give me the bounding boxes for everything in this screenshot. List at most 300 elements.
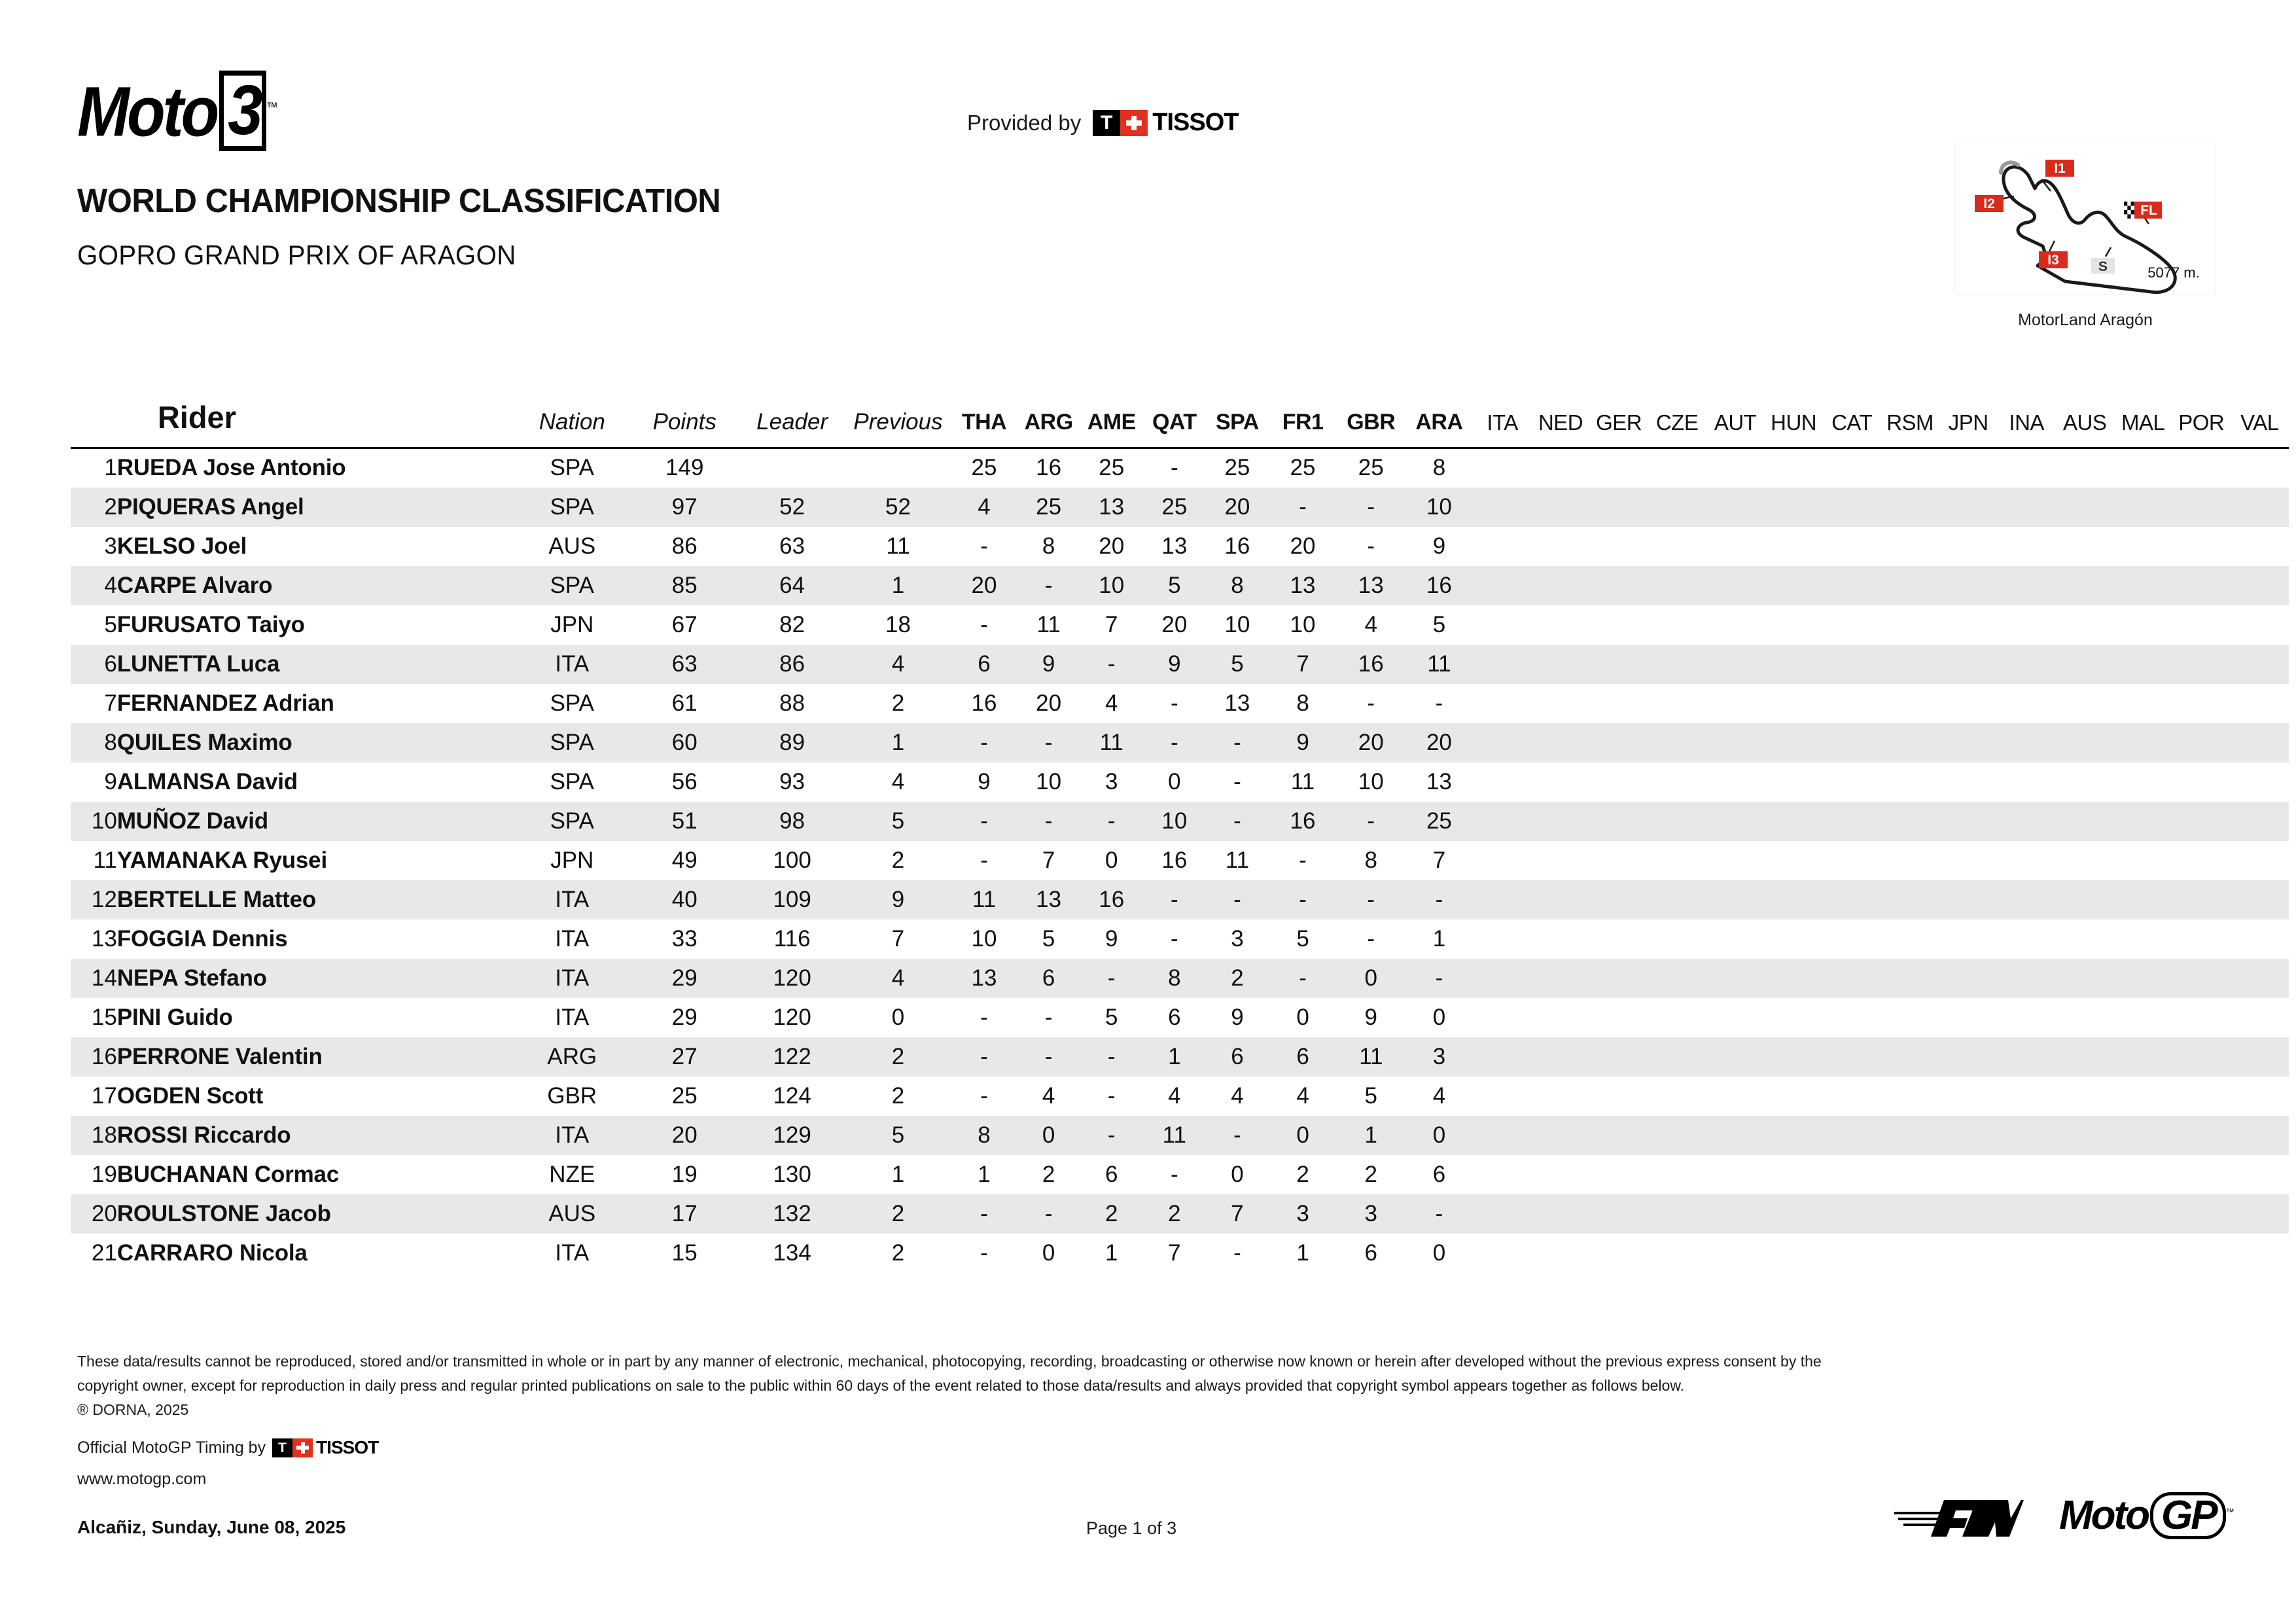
row-score-spa: 10 [1206,605,1269,645]
row-points: 29 [630,998,739,1037]
table-row[interactable] [71,880,2289,919]
row-score-cze [1648,998,1706,1037]
row-points: 51 [630,802,739,841]
table-row[interactable] [71,1037,2289,1077]
table-row[interactable] [71,959,2289,998]
row-score-mal [2114,684,2172,723]
row-score-gbr: - [1337,488,1405,527]
row-score-mal [2114,1116,2172,1155]
row-nation: SPA [514,684,630,723]
row-score-aus [2056,605,2114,645]
row-score-fr1: 16 [1269,802,1337,841]
row-score-aus [2056,448,2114,488]
row-rider-name [117,684,514,723]
row-score-fr1: 4 [1269,1077,1337,1116]
row-score-jpn [1939,488,1998,527]
row-score-tha: 20 [951,566,1017,605]
header-nation: Nation [514,399,630,448]
motogp-logo-gp: GP [2150,1492,2226,1539]
row-leader-gap: 82 [739,605,845,645]
table-row[interactable] [71,527,2289,566]
row-score-ina [1998,1155,2056,1194]
row-leader-gap: 134 [739,1234,845,1273]
row-score-mal [2114,605,2172,645]
row-score-qat: 10 [1143,802,1206,841]
rider-lastname: NEPA [116,965,178,991]
rider-lastname: MUÑOZ [116,808,201,834]
row-score-fr1: 3 [1269,1194,1337,1234]
row-score-ita [1474,566,1532,605]
row-nation: ITA [514,1116,630,1155]
row-score-aus [2056,919,2114,959]
header-event-val: VAL [2231,399,2289,448]
row-nation: AUS [514,1194,630,1234]
row-score-gbr: 8 [1337,841,1405,880]
row-score-ina [1998,645,2056,684]
table-row[interactable] [71,802,2289,841]
provided-by-label: Provided by [967,110,1082,135]
row-score-ina [1998,919,2056,959]
row-score-qat: 5 [1143,566,1206,605]
row-score-spa: 7 [1206,1194,1269,1234]
provided-by-block [967,109,1239,137]
row-score-val [2231,841,2289,880]
official-timing-block [77,1437,378,1458]
row-score-mal [2114,723,2172,762]
row-score-cat [1823,1194,1881,1234]
rider-firstname: Guido [167,1004,233,1030]
row-score-mal [2114,998,2172,1037]
row-points: 63 [630,645,739,684]
classification-table [71,399,2289,1273]
row-score-cze [1648,448,1706,488]
header-leader: Leader [739,399,845,448]
table-row[interactable] [71,448,2289,488]
row-score-rsm [1881,1234,1939,1273]
table-row[interactable] [71,566,2289,605]
row-score-aut [1706,841,1765,880]
row-score-aus [2056,723,2114,762]
rider-lastname: PIQUERAS [116,493,236,520]
row-score-jpn [1939,684,1998,723]
row-score-jpn [1939,1077,1998,1116]
row-score-spa: 20 [1206,488,1269,527]
row-score-ned [1532,841,1590,880]
row-score-arg: 11 [1017,605,1080,645]
header-event-ara: ARA [1405,399,1473,448]
row-score-cze [1648,1037,1706,1077]
row-points: 33 [630,919,739,959]
tissot-logo [1093,109,1238,137]
row-score-fr1: 7 [1269,645,1337,684]
rider-lastname: YAMANAKA [116,847,247,873]
table-row[interactable] [71,919,2289,959]
row-score-spa: 2 [1206,959,1269,998]
row-score-jpn [1939,605,1998,645]
row-score-tha: - [951,1077,1017,1116]
row-score-ita [1474,841,1532,880]
row-score-por [2172,1037,2231,1077]
row-score-cat [1823,527,1881,566]
row-score-cze [1648,566,1706,605]
row-nation: ITA [514,645,630,684]
row-score-ita [1474,1234,1532,1273]
row-score-val [2231,998,2289,1037]
rider-lastname: CARPE [116,572,197,598]
row-score-ara: 0 [1405,1116,1473,1155]
row-score-ina [1998,959,2056,998]
row-score-tha: - [951,998,1017,1037]
row-score-fr1: - [1269,959,1337,998]
row-points: 40 [630,880,739,919]
row-score-qat: 25 [1143,488,1206,527]
row-score-tha: 6 [951,645,1017,684]
row-score-arg: - [1017,1194,1080,1234]
row-rider-name [117,1077,514,1116]
row-score-aut [1706,488,1765,527]
row-score-rsm [1881,1077,1939,1116]
row-score-gbr: 5 [1337,1077,1405,1116]
row-score-tha: 8 [951,1116,1017,1155]
row-score-ara: 9 [1405,527,1473,566]
row-leader-gap: 88 [739,684,845,723]
row-score-ara: 6 [1405,1155,1473,1194]
row-score-ara: 11 [1405,645,1473,684]
row-score-ame: 25 [1080,448,1143,488]
row-leader-gap: 124 [739,1077,845,1116]
row-position: 7 [71,684,117,723]
row-score-fr1: - [1269,488,1337,527]
row-score-jpn [1939,645,1998,684]
row-score-hun [1765,880,1823,919]
row-score-aut [1706,880,1765,919]
circuit-marker-start-label: S [2098,259,2108,274]
row-score-fr1: 0 [1269,1116,1337,1155]
row-score-ina [1998,880,2056,919]
row-score-arg: 20 [1017,684,1080,723]
table-row[interactable] [71,1077,2289,1116]
rider-firstname: Angel [241,493,304,520]
row-score-cze [1648,684,1706,723]
row-points: 149 [630,448,739,488]
header-event-gbr: GBR [1337,399,1405,448]
table-row[interactable] [71,723,2289,762]
row-score-ina [1998,488,2056,527]
row-score-fr1: - [1269,880,1337,919]
table-row[interactable] [71,1116,2289,1155]
row-position: 18 [71,1116,117,1155]
place-and-date: Alcañiz, Sunday, June 08, 2025 [77,1517,346,1537]
row-score-rsm [1881,527,1939,566]
row-previous-gap: 5 [845,1116,951,1155]
row-score-ned [1532,1116,1590,1155]
row-score-arg: - [1017,566,1080,605]
rider-lastname: FURUSATO [116,611,241,637]
row-score-arg: 0 [1017,1234,1080,1273]
tissot-t-mark-footer: T [272,1438,292,1457]
row-score-tha: 4 [951,488,1017,527]
table-row[interactable] [71,998,2289,1037]
row-score-rsm [1881,1116,1939,1155]
row-score-ger [1590,1037,1648,1077]
row-position: 12 [71,880,117,919]
row-score-val [2231,880,2289,919]
row-score-ita [1474,723,1532,762]
row-score-aut [1706,998,1765,1037]
row-score-spa: 16 [1206,527,1269,566]
row-score-ita [1474,488,1532,527]
row-score-val [2231,959,2289,998]
row-score-ara: - [1405,959,1473,998]
row-position: 19 [71,1155,117,1194]
row-score-rsm [1881,645,1939,684]
row-previous-gap: 2 [845,1037,951,1077]
row-position: 15 [71,998,117,1037]
header-event-ger: GER [1590,399,1648,448]
row-score-cat [1823,1037,1881,1077]
header-event-por: POR [2172,399,2231,448]
header-event-ned: NED [1532,399,1590,448]
row-score-spa: 13 [1206,684,1269,723]
row-score-spa: 3 [1206,919,1269,959]
row-score-spa: 25 [1206,448,1269,488]
row-leader-gap: 120 [739,998,845,1037]
row-score-hun [1765,802,1823,841]
event-name: GOPRO GRAND PRIX OF ARAGON [77,240,516,270]
row-score-ita [1474,1194,1532,1234]
row-score-ame: - [1080,959,1143,998]
row-score-por [2172,1155,2231,1194]
row-score-arg: 13 [1017,880,1080,919]
row-score-aus [2056,841,2114,880]
row-score-fr1: 0 [1269,998,1337,1037]
row-score-qat: 1 [1143,1037,1206,1077]
table-row[interactable] [71,488,2289,527]
row-position: 4 [71,566,117,605]
table-row[interactable] [71,762,2289,802]
rider-lastname: ROULSTONE [116,1200,260,1226]
row-score-aus [2056,684,2114,723]
row-score-ned [1532,566,1590,605]
swiss-cross-icon-footer [292,1438,313,1457]
row-score-hun [1765,684,1823,723]
row-score-por [2172,762,2231,802]
row-leader-gap [739,448,845,488]
row-score-ina [1998,1037,2056,1077]
row-score-hun [1765,448,1823,488]
rider-firstname: Adrian [262,690,334,716]
row-score-ita [1474,1077,1532,1116]
row-leader-gap: 122 [739,1037,845,1077]
row-score-cat [1823,645,1881,684]
page-title: WORLD CHAMPIONSHIP CLASSIFICATION [77,182,721,219]
row-score-aus [2056,488,2114,527]
row-score-aus [2056,1077,2114,1116]
row-score-ita [1474,448,1532,488]
row-score-tha: - [951,723,1017,762]
table-row[interactable] [71,841,2289,880]
row-score-mal [2114,1077,2172,1116]
row-score-arg: - [1017,723,1080,762]
rider-lastname: KELSO [116,533,196,559]
row-score-gbr: 16 [1337,645,1405,684]
row-score-jpn [1939,762,1998,802]
row-score-aut [1706,448,1765,488]
header-event-aus: AUS [2056,399,2114,448]
table-row[interactable] [71,1194,2289,1234]
row-previous-gap [845,448,951,488]
row-nation: NZE [514,1155,630,1194]
row-score-aut [1706,723,1765,762]
row-score-ger [1590,998,1648,1037]
row-score-val [2231,1194,2289,1234]
row-score-ita [1474,1037,1532,1077]
row-previous-gap: 7 [845,919,951,959]
row-score-spa: - [1206,723,1269,762]
header-event-cat: CAT [1823,399,1881,448]
row-score-mal [2114,880,2172,919]
row-previous-gap: 1 [845,566,951,605]
row-nation: SPA [514,762,630,802]
row-score-ara: 1 [1405,919,1473,959]
row-rider-name [117,527,514,566]
row-score-rsm [1881,841,1939,880]
row-rider-name [117,802,514,841]
row-nation: SPA [514,566,630,605]
row-score-gbr: - [1337,527,1405,566]
row-score-spa: 5 [1206,645,1269,684]
header-event-ame: AME [1080,399,1143,448]
table-row[interactable] [71,1234,2289,1273]
row-score-qat: 13 [1143,527,1206,566]
row-score-arg: 5 [1017,919,1080,959]
row-nation: JPN [514,605,630,645]
row-score-cat [1823,488,1881,527]
circuit-name: MotorLand Aragón [2018,311,2153,329]
row-score-spa: - [1206,802,1269,841]
row-previous-gap: 2 [845,841,951,880]
row-score-jpn [1939,1116,1998,1155]
row-score-ame: - [1080,802,1143,841]
row-score-por [2172,1234,2231,1273]
row-score-aus [2056,880,2114,919]
row-score-gbr: - [1337,684,1405,723]
row-score-spa: 0 [1206,1155,1269,1194]
row-score-ame: 0 [1080,841,1143,880]
table-row[interactable] [71,684,2289,723]
row-score-tha: 10 [951,919,1017,959]
row-score-ina [1998,841,2056,880]
row-score-cze [1648,1077,1706,1116]
row-score-por [2172,684,2231,723]
row-score-cat [1823,1234,1881,1273]
row-score-ara: 10 [1405,488,1473,527]
header-event-ita: ITA [1474,399,1532,448]
row-score-mal [2114,1155,2172,1194]
row-score-tha: - [951,1234,1017,1273]
row-score-fr1: 11 [1269,762,1337,802]
row-score-ina [1998,1234,2056,1273]
row-score-ara: - [1405,1194,1473,1234]
row-score-arg: 10 [1017,762,1080,802]
row-score-cat [1823,1116,1881,1155]
row-rider-name [117,880,514,919]
row-score-hun [1765,1116,1823,1155]
row-score-cat [1823,841,1881,880]
row-score-ina [1998,723,2056,762]
website-url[interactable]: www.motogp.com [77,1470,207,1488]
row-score-hun [1765,762,1823,802]
row-score-hun [1765,998,1823,1037]
row-score-qat: 8 [1143,959,1206,998]
row-score-rsm [1881,762,1939,802]
row-score-gbr: 9 [1337,998,1405,1037]
row-score-cze [1648,1155,1706,1194]
row-rider-name [117,919,514,959]
row-rider-name [117,605,514,645]
row-score-val [2231,1155,2289,1194]
row-score-mal [2114,488,2172,527]
row-score-jpn [1939,1037,1998,1077]
row-score-aut [1706,1234,1765,1273]
row-score-ger [1590,566,1648,605]
row-score-tha: 11 [951,880,1017,919]
row-score-hun [1765,527,1823,566]
row-score-fr1: 5 [1269,919,1337,959]
row-score-spa: 9 [1206,998,1269,1037]
row-score-cze [1648,1194,1706,1234]
row-score-gbr: 3 [1337,1194,1405,1234]
row-score-arg: 6 [1017,959,1080,998]
header-event-jpn: JPN [1939,399,1998,448]
table-row[interactable] [71,1155,2289,1194]
row-score-val [2231,1116,2289,1155]
row-score-por [2172,1194,2231,1234]
row-score-ara: 5 [1405,605,1473,645]
row-score-ara: 8 [1405,448,1473,488]
row-score-val [2231,527,2289,566]
row-score-ned [1532,802,1590,841]
row-score-ame: 2 [1080,1194,1143,1234]
row-score-ina [1998,1116,2056,1155]
row-score-fr1: 2 [1269,1155,1337,1194]
row-score-ger [1590,880,1648,919]
table-row[interactable] [71,605,2289,645]
row-previous-gap: 4 [845,762,951,802]
row-score-ina [1998,448,2056,488]
row-score-ara: 25 [1405,802,1473,841]
row-score-qat: 9 [1143,645,1206,684]
row-score-ina [1998,566,2056,605]
motogp-trademark: ™ [2225,1507,2234,1517]
row-points: 49 [630,841,739,880]
moto3-logo [77,72,278,152]
row-score-mal [2114,645,2172,684]
row-nation: ITA [514,919,630,959]
row-leader-gap: 98 [739,802,845,841]
row-score-qat: 4 [1143,1077,1206,1116]
row-score-fr1: 20 [1269,527,1337,566]
row-score-ina [1998,998,2056,1037]
row-score-rsm [1881,1194,1939,1234]
row-score-hun [1765,841,1823,880]
row-rider-name [117,645,514,684]
row-score-por [2172,1077,2231,1116]
table-row[interactable] [71,645,2289,684]
row-points: 97 [630,488,739,527]
moto3-logo-text: Moto [77,73,217,151]
header-rider: Rider [117,399,514,448]
